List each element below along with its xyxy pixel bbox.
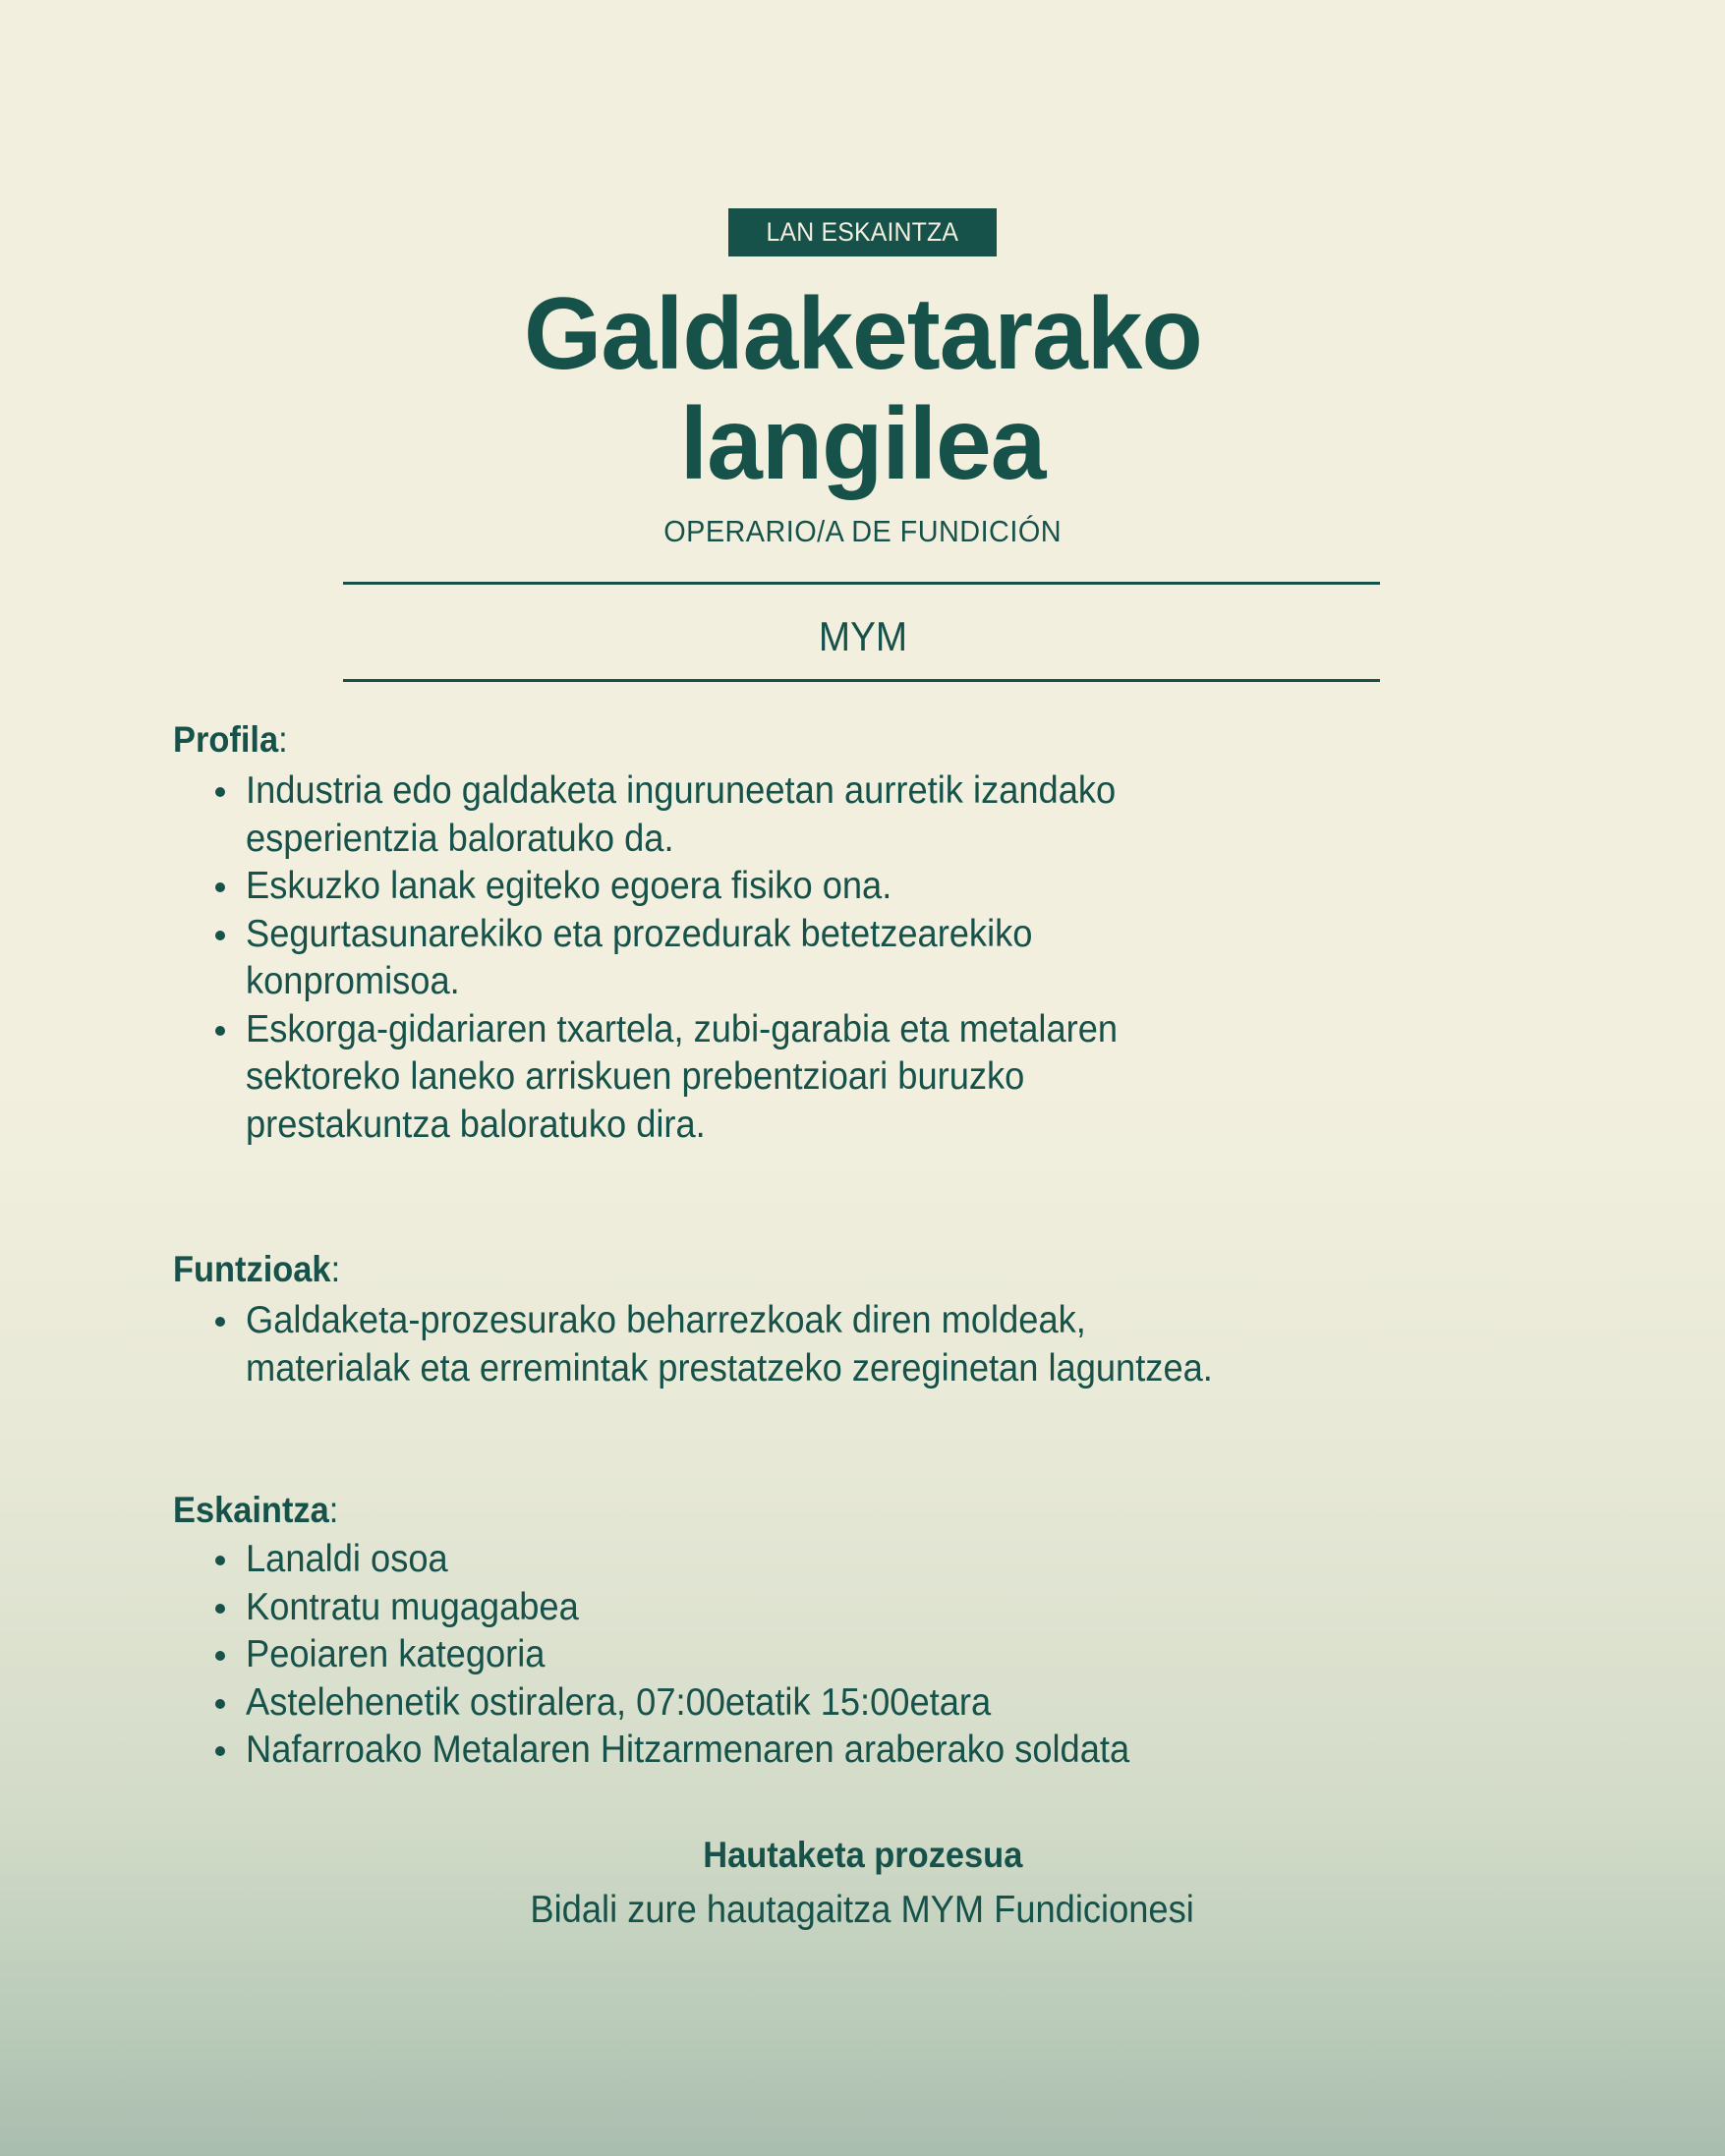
list-item-line: Galdaketa-prozesurako beharrezkoak diren moldeak, <box>246 1299 1086 1341</box>
bullet-icon <box>215 1604 225 1614</box>
list-item-line: Kontratu mugagabea <box>246 1585 579 1628</box>
list-item-text <box>246 863 891 911</box>
list-item <box>173 1006 1183 1150</box>
list-item-line: konpromisoa. <box>246 960 460 1002</box>
job-title-line-2: langilea <box>679 387 1046 501</box>
list-item-text <box>246 1679 991 1728</box>
eskaintza-list <box>173 1536 1196 1775</box>
bullet-icon <box>215 1746 225 1756</box>
list-item-line: Eskorga-gidariaren txartela, zubi-garabia eta metalaren <box>246 1007 1119 1050</box>
bullet-icon <box>215 1026 225 1036</box>
list-item-text <box>246 1631 545 1679</box>
list-item <box>173 1584 1196 1632</box>
list-item <box>173 1297 1286 1392</box>
bullet-icon <box>215 882 225 892</box>
list-item-line: materialak eta erremintak prestatzeko zereginetan laguntzea. <box>246 1346 1213 1390</box>
profila-list <box>173 767 1183 1149</box>
section-heading-eskaintza: Eskaintza: <box>173 1490 339 1530</box>
list-item-text <box>246 1006 1118 1150</box>
selection-process-heading: Hautaketa prozesua <box>702 1835 1023 1875</box>
list-item <box>173 1536 1196 1584</box>
list-item-line: esperientzia baloratuko da. <box>246 817 674 860</box>
list-item <box>173 767 1183 863</box>
list-item-text <box>246 1727 1129 1775</box>
section-heading-funtzioak: Funtzioak: <box>173 1249 341 1289</box>
bullet-icon <box>215 1317 225 1327</box>
badge-label: LAN ESKAINTZA <box>766 217 959 247</box>
bullet-icon <box>215 1556 225 1565</box>
list-item-line: Nafarroako Metalaren Hitzarmenaren araberako soldata <box>246 1729 1130 1771</box>
list-item-line: prestakuntza baloratuko dira. <box>246 1103 706 1146</box>
bullet-icon <box>215 787 225 797</box>
company-name: MYM <box>818 613 907 659</box>
list-item-text <box>246 1536 448 1584</box>
list-item <box>173 1631 1196 1679</box>
list-item-line: Industria edo galdaketa inguruneetan aurretik izandako <box>246 769 1117 812</box>
selection-process-text: Bidali zure hautagaitza MYM Fundicionesi <box>530 1889 1195 1931</box>
bullet-icon <box>215 1651 225 1661</box>
list-item <box>173 1679 1196 1728</box>
list-item-line: Peoiaren kategoria <box>246 1633 546 1675</box>
divider-bottom <box>343 679 1380 682</box>
list-item <box>173 1727 1196 1775</box>
list-item-line: Segurtasunarekiko eta prozedurak betetzearekiko <box>246 912 1033 955</box>
list-item-line: Lanaldi osoa <box>246 1538 448 1580</box>
section-heading-profila: Profila: <box>173 719 288 760</box>
list-item-line: Eskuzko lanak egiteko egoera fisiko ona. <box>246 865 892 907</box>
list-item-text <box>246 1297 1213 1392</box>
bullet-icon <box>215 931 225 940</box>
divider-top <box>343 582 1380 585</box>
list-item <box>173 863 1183 911</box>
bullet-icon <box>215 1699 225 1709</box>
list-item-text <box>246 767 1116 863</box>
list-item-text <box>246 911 1032 1006</box>
job-subtitle: OPERARIO/A DE FUNDICIÓN <box>663 514 1062 548</box>
list-item-line: Astelehenetik ostiralera, 07:00etatik 15:00etara <box>246 1680 992 1724</box>
job-title-line-1: Galdaketarako <box>523 277 1202 391</box>
list-item-line: sektoreko laneko arriskuen prebentzioari buruzko <box>246 1055 1025 1098</box>
list-item-text <box>246 1584 579 1632</box>
funtzioak-list <box>173 1297 1286 1392</box>
list-item <box>173 911 1183 1006</box>
job-offer-badge <box>728 208 997 256</box>
